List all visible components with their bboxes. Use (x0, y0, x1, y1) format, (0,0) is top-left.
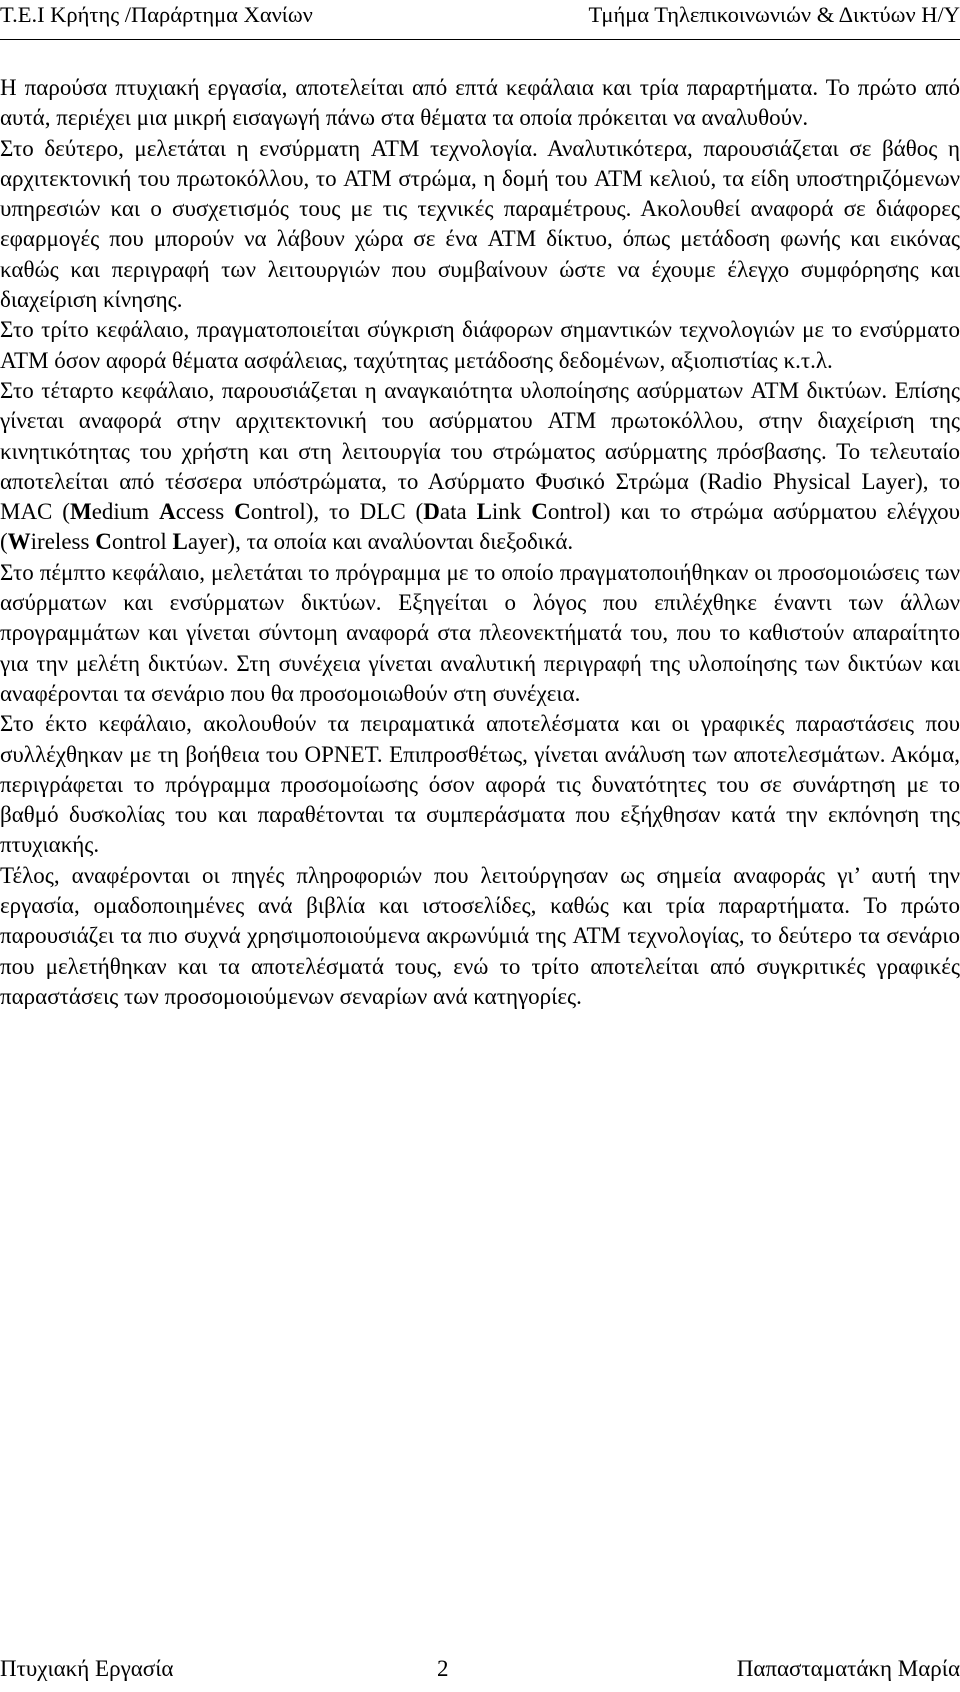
header-department: Τμήμα Τηλεπικοινωνιών & Δικτύων Η/Υ (588, 2, 960, 27)
page-footer (0, 1654, 960, 1686)
paragraph-chapter-3: Στο τρίτο κεφάλαιο, πραγματοποιείται σύγκριση διάφορων σημαντικών τεχνολογιών με το ενσύρματο ATM όσον αφορά θέματα ασφάλειας, ταχύτητας μετάδοσης δεδομένων, αξιοπιστίας κ.τ.λ. (0, 317, 960, 373)
paragraph-chapter-2: Στο δεύτερο, μελετάται η ενσύρματη ATM τεχνολογία. Αναλυτικότερα, παρουσιάζεται σε βάθος η αρχιτεκτονική του πρωτοκόλλου, το ATM στρώμα, η δομή του ATM κελιού, τα είδη υποστηριζόμενων υπηρεσιών και ο συσχετισμός τους με τις τεχνικές παραμέτρους. Ακολουθεί αναφορά σε διάφορες εφαρμογές που μπορούν να λάβουν χώρα σε ένα ATM δίκτυο, όπως μετάδοση φωνής και εικόνας καθώς και περιγραφή των λειτουργιών που συμβαίνουν ώστε να έχουμε έλεγχο συμφόρησης και διαχείριση κίνησης. (0, 135, 960, 313)
page-header (0, 0, 960, 40)
header-institution: T.E.I Κρήτης /Παράρτημα Χανίων (0, 2, 313, 27)
footer-document-type: Πτυχιακή Εργασία (0, 1656, 174, 1681)
chapter-4-text: ccess (175, 499, 235, 525)
acronym-letter: M (69, 499, 92, 525)
paragraph-chapter-6: Στο έκτο κεφάλαιο, ακολουθούν τα πειραματικά αποτελέσματα και οι γραφικές παραστάσεις που συλλέχθηκαν με τη βοήθεια του OPNET. Επιπροσθέτως, γίνεται ανάλυση των αποτελεσμάτων. Ακόμα, περιγράφεται το πρόγραμμα προσομοίωσης όσον αφορά τις δυνατότητες του σε συνάρτηση με το βαθμό δυσκολίας του και παραθέτονται τα συμπεράσματα που εξήχθησαν κατά την εκπόνηση της πτυχιακής. (0, 711, 960, 858)
chapter-4-text: edium (91, 499, 160, 525)
paragraph-chapter-5: Στο πέμπτο κεφάλαιο, μελετάται το πρόγραμμα με το οποίο πραγματοποιήθηκαν οι προσομοιώσεις των ασύρματων και ενσύρματων δικτύων. Εξηγείται ο λόγος που επιλέχθηκε έναντι των άλλων προγραμμάτων και γίνεται σύντομη αναφορά στα πλεονεκτήματά του, που το καθιστούν απαραίτητο για την μελέτη δικτύων. Στη συνέχεια γίνεται αναλυτική περιγραφή της υλοποίησης των δικτύων και αναφέρονται τα σενάριο που θα προσομοιωθούν στη συνέχεια. (0, 559, 960, 706)
paragraph-chapter-4 (0, 376, 960, 558)
acronym-letter: A (159, 499, 176, 525)
acronym-letter: D (423, 499, 440, 525)
document-body (0, 73, 960, 1012)
paragraph-intro: Η παρούσα πτυχιακή εργασία, αποτελείται από επτά κεφάλαια και τρία παραρτήματα. Το πρώτο από αυτά, περιέχει μια μικρή εισαγωγή πάνω στα θέματα τα οποία πρόκειται να αναλυθούν. (0, 75, 960, 131)
acronym-letter: C (234, 499, 251, 525)
page-number: 2 (437, 1656, 449, 1681)
chapter-4-text: Στο τέταρτο κεφάλαιο, παρουσιάζεται η αναγκαιότητα υλοποίησης ασύρματων ATM δικτύων. Επίσης γίνεται αναφορά στην αρχιτεκτονική του ασύρματου ATM πρωτοκόλλου, στην διαχείριση της κινητικότητας του χρήστη και στη λειτουργία του στρώματος ασύρματης πρόσβασης. Το τελευταίο αποτελείται από τέσσερα υπόστρώματα, το Ασύρματο Φυσικό Στρώμα (Radio Physical Layer), το MAC ( (0, 377, 960, 525)
chapter-4-text: ontrol (111, 529, 173, 555)
chapter-4-text: ontrol), το DLC ( (250, 499, 424, 525)
acronym-letter: L (172, 529, 188, 555)
chapter-4-text: ata (439, 499, 477, 525)
paragraph-conclusion: Τέλος, αναφέρονται οι πηγές πληροφοριών που λειτούργησαν ως σημεία αναφοράς γι’ αυτή την εργασία, ομαδοποιημένες ανά βιβλία και ιστοσελίδες, καθώς και τρία παραρτήματα. Το πρώτο παρουσιάζει τα πιο συχνά χρησιμοποιούμενα ακρωνύμιά της ATM τεχνολογίας, το δεύτερο τα σενάριο που μελετήθηκαν και τα αποτελέσματά τους, ενώ το τρίτο αποτελείται από συγκριτικές γραφικές παραστάσεις των προσομοιούμενων σεναρίων ανά κατηγορίες. (0, 862, 960, 1009)
chapter-4-text: ayer), τα οποία και αναλύονται διεξοδικά. (187, 529, 574, 555)
chapter-4-text: ontrol) και το στρώμα ασύρματου ελέγχου ( (0, 499, 960, 555)
acronym-letter: C (95, 529, 112, 555)
acronym-letter: L (476, 499, 492, 525)
chapter-4-text: ink (491, 499, 532, 525)
acronym-letter: C (531, 499, 548, 525)
footer-author: Παπασταματάκη Μαρία (736, 1656, 960, 1681)
acronym-letter: W (7, 529, 31, 555)
chapter-4-text: ireless (30, 529, 96, 555)
